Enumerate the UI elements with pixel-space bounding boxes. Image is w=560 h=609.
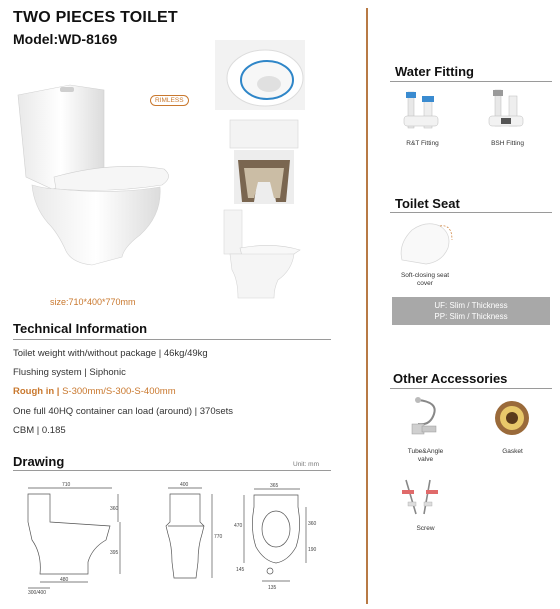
tube-valve-line1: Tube&Angle <box>407 448 444 455</box>
seat-caption-line1: Soft-closing seat <box>400 272 450 279</box>
tube-valve-image <box>404 396 444 442</box>
water-fitting-divider <box>390 81 552 82</box>
dim-top-h1: 470 <box>234 523 243 529</box>
drawing-divider <box>13 470 331 471</box>
toilet-seat-divider <box>390 212 552 213</box>
rough-in-label: Rough in | <box>13 386 60 397</box>
dim-top-depth: 145 <box>236 567 245 573</box>
side-drawing <box>20 482 150 597</box>
dim-front-width: 400 <box>180 482 189 488</box>
front-drawing <box>158 482 228 596</box>
drawing-heading: Drawing <box>13 454 65 469</box>
dim-side-h1: 360 <box>110 506 119 512</box>
seat-caption-line2: cover <box>417 280 433 287</box>
badge-line-uf: UF: Slim / Thickness <box>434 301 508 310</box>
accessories-heading: Other Accessories <box>393 371 508 386</box>
page-title: TWO PIECES TOILET <box>13 9 178 26</box>
dim-top-width: 365 <box>270 483 279 489</box>
screw-image <box>400 476 446 520</box>
size-label: size:710*400*770mm <box>50 297 136 307</box>
dim-side-bottom: 480 <box>60 577 69 583</box>
seat-image <box>396 218 456 268</box>
spec-row-flushing: Flushing system | Siphonic <box>13 367 126 378</box>
gasket-caption: Gasket <box>502 448 523 455</box>
toilet-main-image <box>12 85 192 285</box>
unit-label: Unit: mm <box>293 461 319 468</box>
rimless-tag: RIMLESS <box>150 95 189 106</box>
bowl-top-view-image <box>215 40 305 110</box>
vertical-divider <box>366 8 368 604</box>
dim-top-right: 190 <box>308 547 317 553</box>
accessories-divider <box>390 388 552 389</box>
seat-material-badge <box>392 297 550 325</box>
badge-line-pp: PP: Slim / Thickness <box>434 312 508 321</box>
dim-side-width: 710 <box>62 482 71 488</box>
toilet-side-view-image <box>222 210 302 300</box>
technical-divider <box>13 339 331 340</box>
technical-heading: Technical Information <box>13 321 148 336</box>
bsh-fitting-caption: BSH Fitting <box>491 140 524 147</box>
tube-valve-line2: valve <box>417 456 434 463</box>
dim-side-h2: 395 <box>110 550 119 556</box>
bsh-fitting-image <box>487 88 527 136</box>
gasket-image <box>492 398 532 438</box>
toilet-seat-heading: Toilet Seat <box>395 196 460 211</box>
spec-row-weight: Toilet weight with/without package | 46kg/49kg <box>13 348 208 359</box>
dim-top-h2: 360 <box>308 521 317 527</box>
dim-side-bottom2: 300/400 <box>28 590 47 596</box>
tube-valve-caption <box>398 448 453 464</box>
spec-row-cbm: CBM | 0.185 <box>13 425 66 436</box>
model-number: Model:WD-8169 <box>13 31 118 47</box>
cross-section-image <box>230 120 298 206</box>
rt-fitting-image <box>402 88 442 136</box>
spec-row-container: One full 40HQ container can load (around) | 370sets <box>13 406 234 417</box>
top-drawing <box>234 483 330 595</box>
rt-fitting-caption: R&T Fitting <box>406 140 439 147</box>
seat-caption <box>390 272 460 288</box>
water-fitting-heading: Water Fitting <box>395 64 474 79</box>
spec-row-rough-in <box>13 386 176 397</box>
dim-top-bottom: 135 <box>268 585 277 591</box>
screw-caption: Screw <box>416 525 435 532</box>
rough-in-value: S-300mm/S-300-S-400mm <box>62 386 176 397</box>
dim-front-height: 770 <box>214 534 223 540</box>
